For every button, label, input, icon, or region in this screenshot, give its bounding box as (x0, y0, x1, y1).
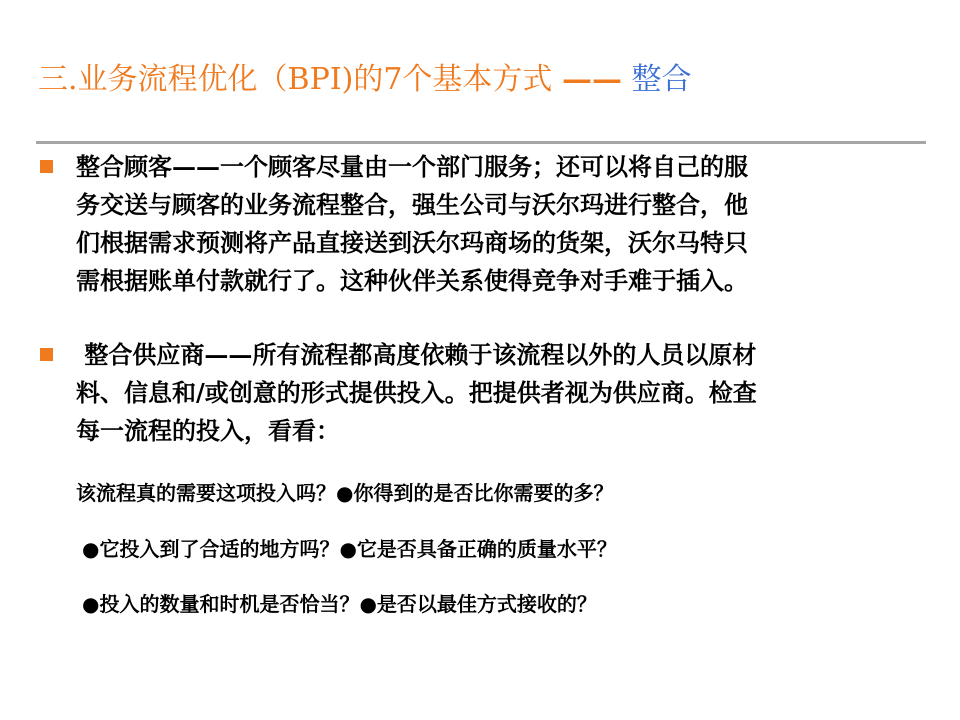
bullet-text (76, 148, 916, 300)
question-line: ●投入的数量和时机是否恰当？●是否以最佳方式接收的？ (82, 592, 597, 616)
bullet-square-icon (40, 348, 53, 361)
title-main: 三.业务流程优化（BPI)的7个基本方式 (38, 62, 553, 97)
page-title (38, 58, 692, 102)
title-divider (36, 141, 926, 144)
bullet-line: 务交送与顾客的业务流程整合，强生公司与沃尔玛进行整合，他 (76, 190, 748, 219)
bullet-line: 每一流程的投入，看看： (76, 416, 340, 445)
title-dashes: —— (561, 62, 622, 97)
bullet-text (76, 336, 916, 450)
bullet-line: 料、信息和/或创意的形式提供投入。把提供者视为供应商。检查 (76, 378, 757, 407)
bullet-square-icon (40, 160, 53, 173)
bullet-line: 整合顾客——一个顾客尽量由一个部门服务；还可以将自己的服 (76, 152, 748, 181)
bullet-line: 们根据需求预测将产品直接送到沃尔玛商场的货架，沃尔马特只 (76, 228, 748, 257)
question-line: 该流程真的需要这项投入吗？●你得到的是否比你需要的多？ (76, 481, 614, 505)
bullet-line: 整合供应商——所有流程都高度依赖于该流程以外的人员以原材 (76, 340, 757, 369)
title-suffix: 整合 (631, 62, 692, 97)
bullet-line: 需根据账单付款就行了。这种伙伴关系使得竞争对手难于插入。 (76, 266, 748, 295)
question-line: ●它投入到了合适的地方吗？●它是否具备正确的质量水平？ (82, 537, 617, 561)
